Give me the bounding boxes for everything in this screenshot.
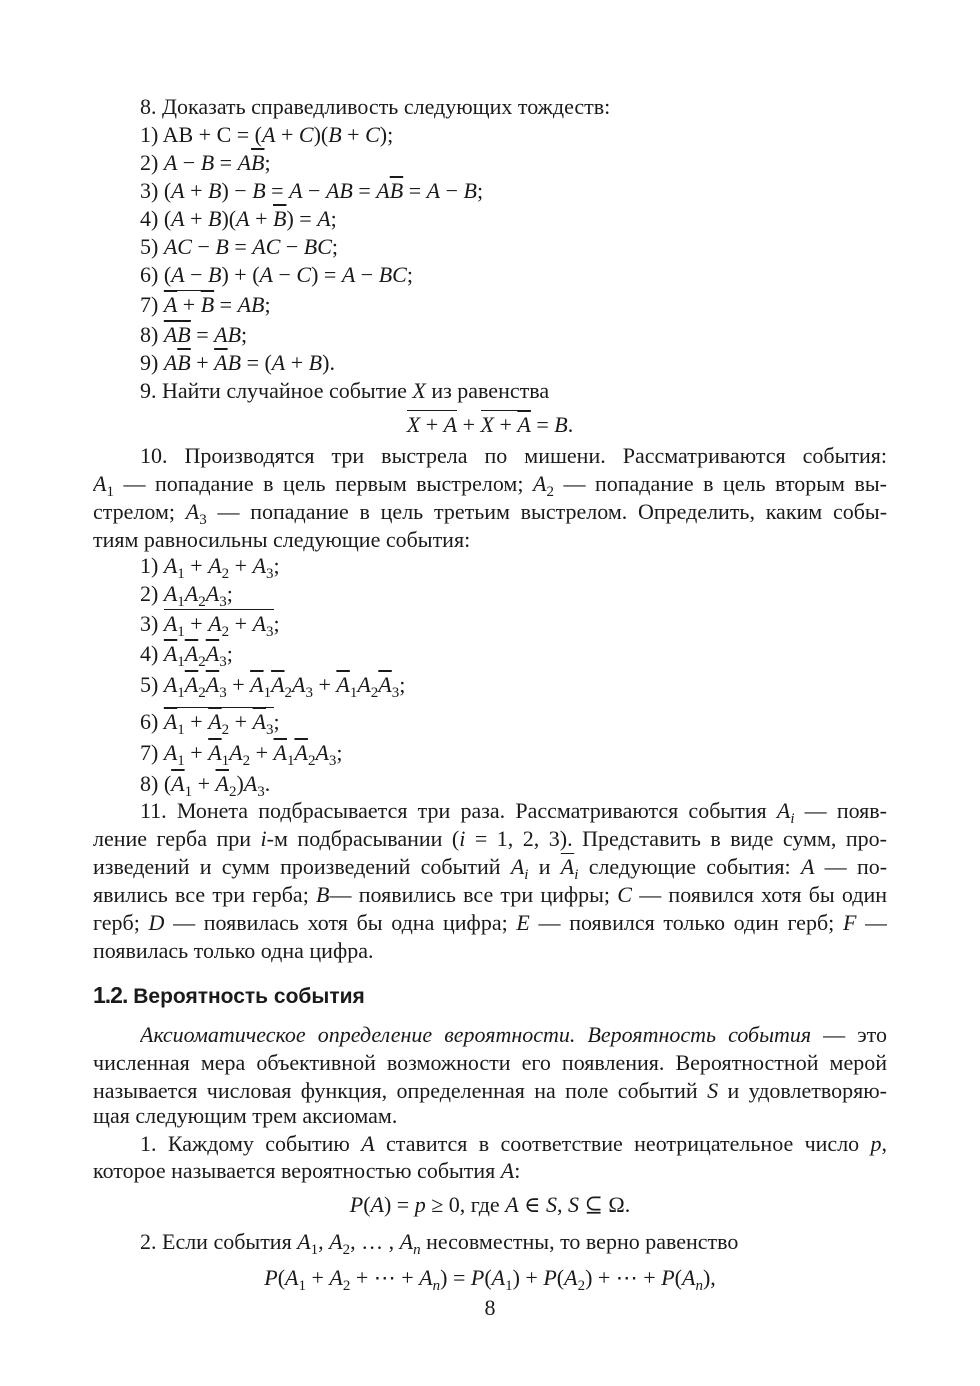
page-number: 8 xyxy=(484,1295,496,1320)
exercise-11-line-6: появилась только одна цифра. xyxy=(93,938,374,963)
identity-2: 2) $A - B = A\overline{B}$; xyxy=(140,150,271,175)
axiom-1-line-1: 1. Каждому событию A ставится в соответствие неотрицательное число p, xyxy=(140,1131,887,1156)
exercise-9-equation: $X + A + X + \overline{A} = B$. xyxy=(406,412,574,437)
axioms-line-3: называется числовая функция, определенная на поле событий S и удовлетворяю- xyxy=(93,1078,887,1103)
exercise-8-intro: 8. Доказать справедливость следующих тождеств: xyxy=(140,94,611,119)
axiom-2-line-1: 2. Если события $A_1$, $A_2$, … , $A_n$ несовместны, то верно равенство xyxy=(140,1229,739,1258)
identity-8: 8) $\overline{A}\overline{B}$ = AB; xyxy=(140,322,248,347)
axioms-line-1: Аксиоматическое определение вероятности. Вероятность события — это xyxy=(140,1022,887,1047)
event-1: 1) $A_1 + A_2 + A_3$; xyxy=(140,553,280,582)
exercise-9-intro: 9. Найти случайное событие X из равенства xyxy=(140,378,550,403)
section-title: Вероятность события xyxy=(133,985,365,1008)
exercise-10-line-1: 10. Производятся три выстрела по мишени. Рассматриваются события: xyxy=(140,443,887,468)
identity-7: 7) $\overline{A} + \overline{B}$ = AB; xyxy=(140,292,271,317)
identity-4: 4) $(A + B)(A + \overline{B}) = A$; xyxy=(140,206,337,231)
axiom-1-line-2: которое называется вероятностью события A: xyxy=(93,1158,521,1183)
identity-1: 1) AB + C = (A + C)(B + C); xyxy=(140,122,394,147)
event-6: 6) $\overline{A}_1 + \overline{A}_2 + \overline{A}_3$; xyxy=(140,709,280,738)
event-8: 8) $(\overline{A}_1 + \overline{A}_2)A_3$. xyxy=(140,771,271,800)
axiom-2-formula: $P(A_1 + A_2$ + ⋯ + $A_n) = P(A_1) + P(A_2)$ + ⋯ + $P(A_n)$, xyxy=(264,1265,716,1294)
exercise-11-line-5: герб; D — появилась хотя бы одна цифра; E — появился только один герб; F — xyxy=(93,910,887,935)
identity-5: 5) AC − B = AC − BC; xyxy=(140,234,339,259)
event-7: 7) $A_1 + \overline{A}_1A_2 + \overline{A}_1\overline{A}_2A_3$; xyxy=(140,740,343,769)
exercise-10-line-2: $A_1$ — попадание в цель первым выстрелом; $A_2$ — попадание в цель вторым вы- xyxy=(93,471,887,498)
event-3: 3) $A_1 + A_2 + A_3$; xyxy=(140,611,280,640)
section-heading xyxy=(93,980,365,1012)
identity-6: 6) (A − B) + (A − C) = A − BC; xyxy=(140,262,413,287)
axioms-line-2: численная мера объективной возможности его появления. Вероятностной мерой xyxy=(93,1050,887,1075)
exercise-11-line-1: 11. Монета подбрасывается три раза. Рассматриваются события $A_i$ — появ- xyxy=(140,798,887,825)
exercise-11-line-2: ление герба при i-м подбрасывании (i = 1, 2, 3). Представить в виде сумм, про- xyxy=(93,826,887,851)
exercise-10-line-4: тиям равносильны следующие события: xyxy=(93,527,471,552)
exercise-10-line-3: стрелом; $A_3$ — попадание в цель третьим выстрелом. Определить, каким собы- xyxy=(93,499,887,526)
event-4: 4) $\overline{A}_1\overline{A}_2\overline{A}_3$; xyxy=(140,641,233,670)
section-number: 1.2. xyxy=(93,982,128,1008)
axioms-line-4: щая следующим трем аксиомам. xyxy=(93,1103,398,1128)
exercise-11-line-3: изведений и сумм произведений событий $A_i$ и $\overline{A}_i$ следующие события: A — по- xyxy=(93,854,887,881)
exercise-11-line-4: явились все три герба; B— появились все три цифры; C — появился хотя бы один xyxy=(93,882,887,907)
event-2: 2) $A_1A_2A_3$; xyxy=(140,581,233,610)
axiom-1-formula: P(A) = p ≥ 0, где A ∈ S, S ⊆ Ω. xyxy=(349,1192,631,1217)
event-5: 5) $A_1\overline{A}_2\overline{A}_3 + \overline{A}_1\overline{A}_2A_3 + \overline{A}_1A_2\overline{A}_3$; xyxy=(140,672,406,701)
identity-9: 9) $A\overline{B} + \overline{A}B = (A + B)$. xyxy=(140,350,335,375)
identity-3: 3) (A + B) − B = A − AB = $A\overline{B} = A - B$; xyxy=(140,178,484,203)
